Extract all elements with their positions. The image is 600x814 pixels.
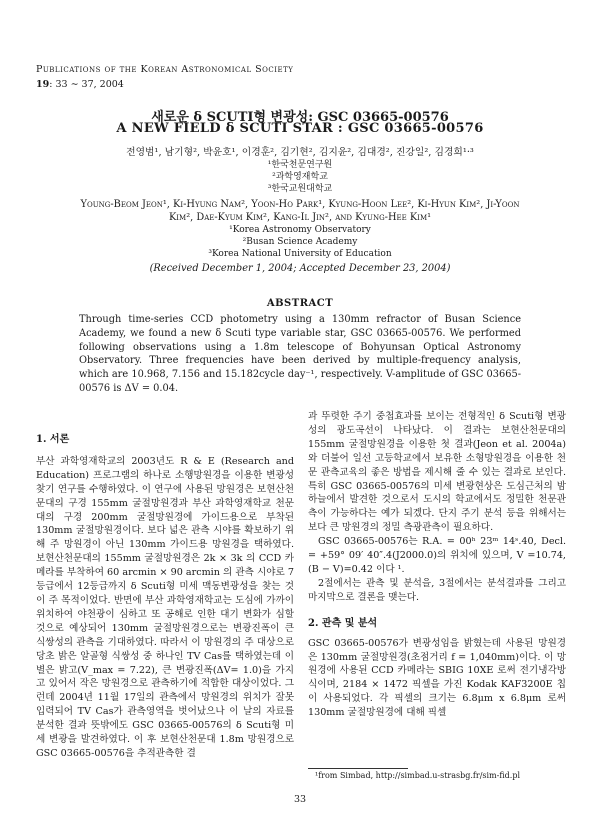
affiliation-english-2: ²Busan Science Academy: [242, 237, 358, 247]
title-english: A NEW FIELD δ SCUTI STAR : GSC 03665-00576: [116, 121, 484, 136]
section-1-paragraph: 부산 과학영재학교의 2003년도 R & E (Research and Education) 프로그램의 하나로 소행망원경을 이용한 변광성 찾기 연구를 수행하였다. 이 연구에 사용된 망원경은 보현산천문대의 구경 155mm 굴절망원경과 부산 과학영재학교 천문대의 구경 200mm 굴절망원경에 가이드용으로 부착된 130mm 굴절망원경이다. 보다 넓은 관측 시야를 확보하기 위해 주 망원경이 아닌 130mm 가이드용 망원경을 택하였다. 보현산천문대의 155mm 굴절망원경은 2k × 3k 의 CCD 카메라를 부착하여 60 arcmin × 90 arcmin 의 관측 시야로 7등급에서 12등급까지 δ Scuti형 미세 맥동변광성을 찾는 것이 주 목적이었다. 반면에 부산 과학영재학교는 도심에 가까이 위치하여 야천광이 심하고 또 공해로 인한 대기 변화가 심할 것으로 예상되어 130mm 굴절망원경으로는 변광진폭이 큰 식쌍성의 관측을 기대하였다. 따라서 이 망원경의 주 대상으로 당초 밝은 알골형 식쌍성 중 하나인 TV Cas를 택하였는데 이 별은 밝고(V_max = 7.22), 큰 변광진폭(ΔV= 1.0)을 가지고 있어서 작은 망원경으로 관측하기에 적합한 대상이었다. 그런데 2004년 11월 17일의 관측에서 망원경의 위치가 잘못 입력되어 TV Cas가 관측영역을 벗어났으나 이 날의 자료를 분석한 결과 뜻밖에도 GSC 03665-00576의 δ Scuti형 미세 변광을 발견하였다. 이 후 보현산천문대 1.8m 망원경으로 GSC 03665-00576을 추적관측한 결: [36, 455, 294, 759]
right-column: [308, 410, 566, 720]
abstract-heading: ABSTRACT: [266, 298, 334, 309]
authors-korean: 전영범¹, 남기형², 박윤호¹, 이경훈², 김기현², 김지윤², 김대경², 진강일², 김경희¹·³: [126, 147, 474, 158]
received-dates: (Received December 1, 2004; Accepted December 23, 2004): [149, 263, 451, 274]
title-korean: 새로운 δ SCUTI형 변광성: GSC 03665-00576: [151, 110, 449, 125]
volume-number: 19: [36, 79, 50, 90]
volume-info: [36, 79, 124, 90]
right-paragraph-3: 2절에서는 관측 및 분석을, 3절에서는 분석결과를 그리고 마지막으로 결론을 맺는다.: [308, 577, 566, 603]
right-paragraph-2: GSC 03665-00576는 R.A. = 00ʰ 23ᵐ 14ˢ.40, Decl. = +59° 09′ 40″.4(J2000.0)의 위치에 있으며, V =10.74, (B − V)=0.42 이다 ¹.: [308, 536, 566, 575]
section-2-paragraph: GSC 03665-00576가 변광성임을 밝혔는데 사용된 망원경은 130mm 굴절망원경(초점거리 f = 1,040mm)이다. 이 망원경에 사용된 CCD 카메라는 SBIG 10XE 로써 전기냉각방식이며, 2184 × 1472 픽셀을 가진 Kodak KAF3200E 칩이 사용되었다. 각 픽셀의 크기는 6.8μm x 6.8μm 로써 130mm 굴절망원경에 대해 픽셀: [308, 637, 566, 719]
right-paragraph-1: 과 뚜렷한 주기 중첩효과를 보이는 전형적인 δ Scuti형 변광성의 광도곡선이 나타났다. 이 결과는 보현산천문대의 155mm 굴절망원경을 이용한 첫 결과(Jeon et al. 2004a)와 더불어 일선 고등학교에서 보유한 소형망원경을 이용한 천문 관측교육의 좋은 방법을 제시해 줄 수 있는 결과로 보인다. 특히 GSC 03665-00576의 미세 변광현상은 도심근처의 밤하늘에서 발견한 것으로서 도시의 학교에서도 정밀한 천문관측이 가능하다는 예가 되겠다. 단지 주기 분석 등을 위해서는 보다 큰 망원경의 정밀 측광관측이 필요하다.: [308, 411, 566, 534]
affiliation-korean-3: ³한국교원대학교: [267, 184, 333, 194]
abstract-text: Through time-series CCD photometry using a 130mm refractor of Busan Science Academy, we found a new δ Scuti type variable star, GSC 03665-00576. We performed following observations using a 1.8m telescope of Bohyunsan Optical Astronomy Observatory. Three frequencies have been derived by multiple-frequency analysis, which are 10.968, 7.156 and 15.182cycle day⁻¹, respectively. V-amplitude of GSC 03665-00576 is ΔV = 0.04.: [79, 314, 521, 394]
affiliation-english-3: ³Korea National University of Education: [208, 249, 392, 259]
authors-english-1: Young-Beom Jeon¹, Ki-Hyung Nam², Yoon-Ho Park¹, Kyung-Hoon Lee², Ki-Hyun Kim², Ji-Yoon: [80, 199, 520, 210]
footnote: ¹from Simbad, http://simbad.u-strasbg.fr/sim-fid.pl: [315, 771, 521, 780]
journal-name: Publications of the Korean Astronomical Society: [36, 64, 294, 75]
left-column: [36, 433, 294, 761]
page-number: 33: [293, 794, 307, 805]
section-2-heading: 2. 관측 및 분석: [308, 617, 378, 629]
authors-english-2: Kim², Dae-Kyum Kim², Kang-Il Jin², and Kyung-Hee Kim¹: [168, 212, 432, 223]
section-1-heading: 1. 서론: [36, 434, 70, 445]
affiliation-korean-1: ¹한국천문연구원: [267, 160, 333, 170]
affiliation-english-1: ¹Korea Astronomy Observatory: [229, 225, 371, 235]
footnote-rule: [308, 768, 408, 769]
page-range: : 33 ∼ 37, 2004: [49, 79, 124, 90]
affiliation-korean-2: ²과학영재학교: [272, 172, 328, 182]
